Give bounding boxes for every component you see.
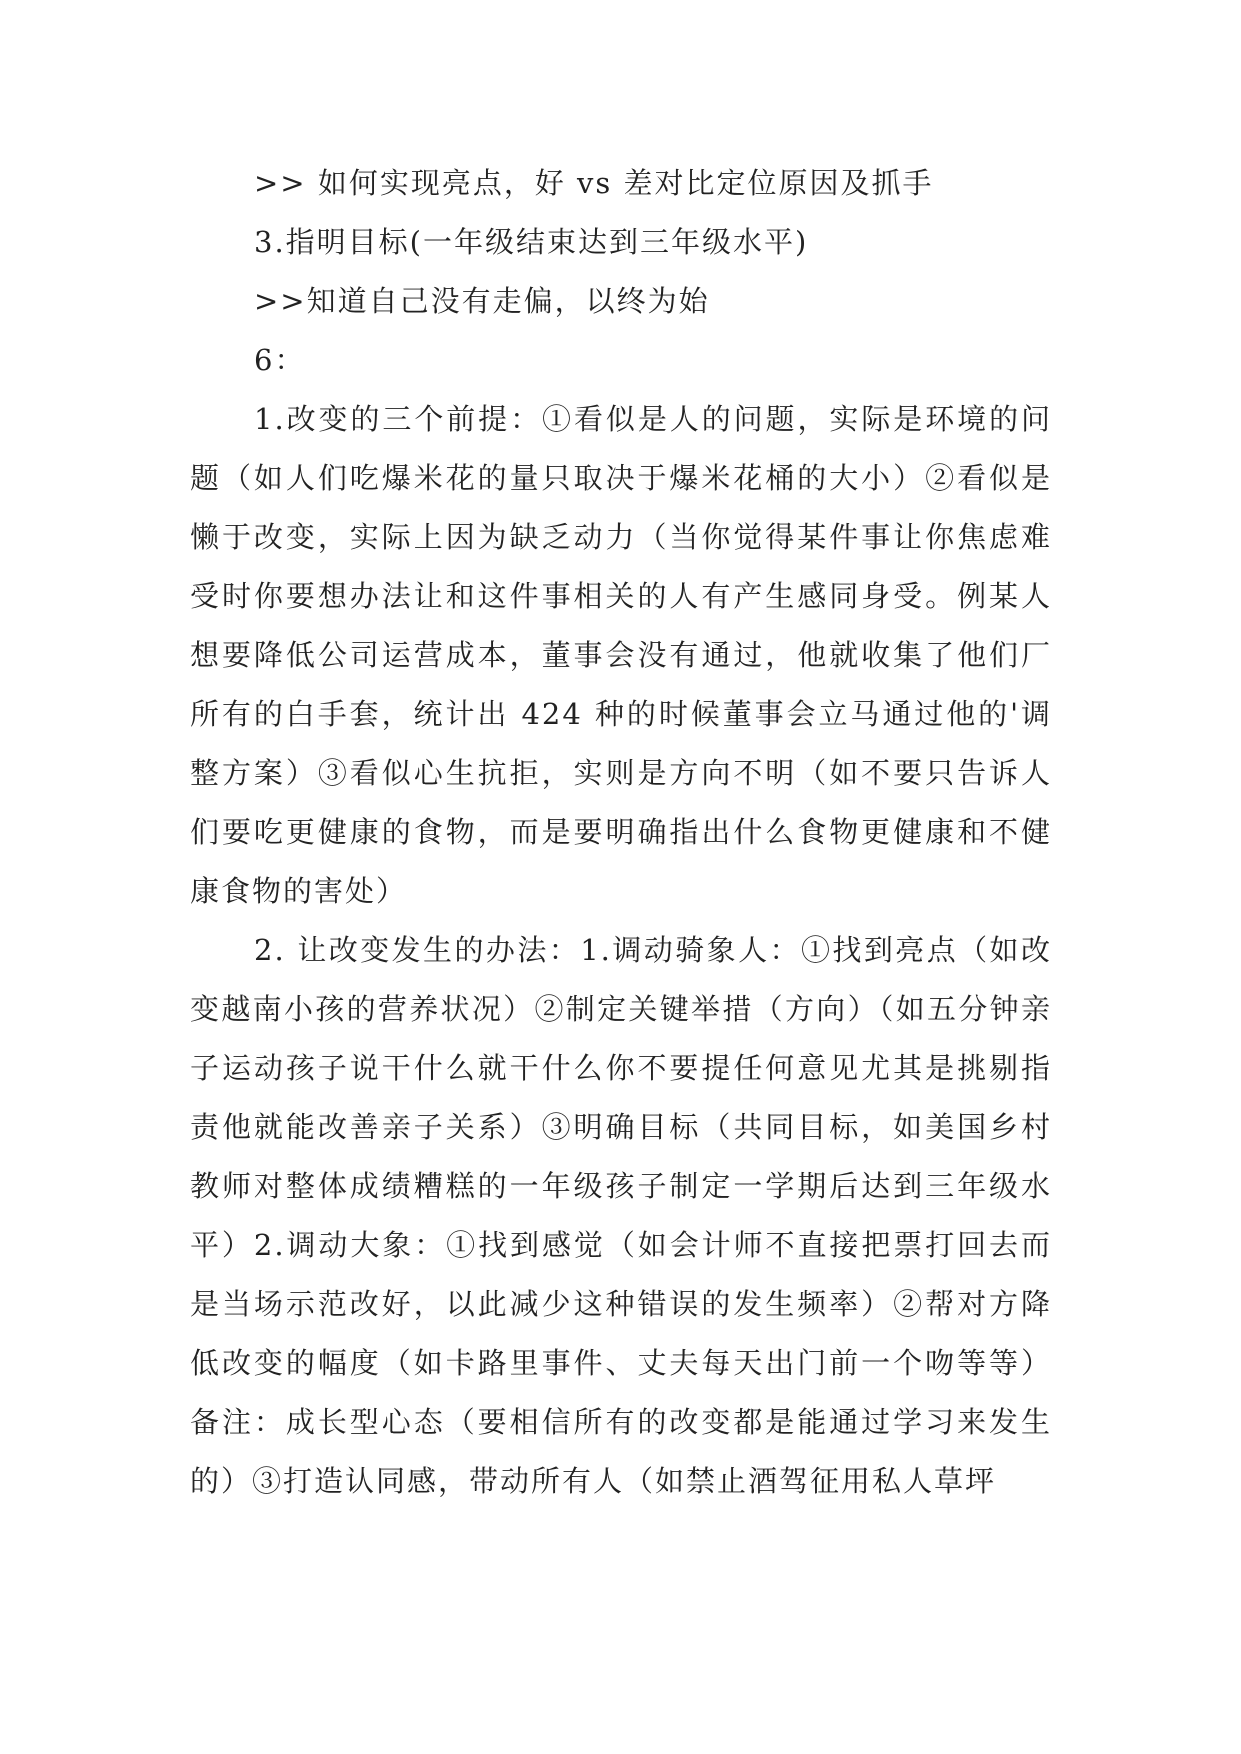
paragraph-highlight-method: >> 如何实现亮点，好 vs 差对比定位原因及抓手: [254, 166, 934, 200]
paragraph-change-methods: 2. 让改变发生的办法：1.调动骑象人：①找到亮点（如改变越南小孩的营养状况）②制定关键举措（方向）（如五分钟亲子运动孩子说干什么就干什么你不要提任何意见尤其是挑剔指责他就能改善亲子关系）③明确目标（共同目标，如美国乡村教师对整体成绩糟糕的一年级孩子制定一学期后达到三年级水平）2.调动大象：①找到感觉（如会计师不直接把票打回去而是当场示范改好，以此减少这种错误的发生频率）②帮对方降低改变的幅度（如卡路里事件、丈夫每天出门前一个吻等等）备注：成长型心态（要相信所有的改变都是能通过学习来发生的）③打造认同感，带动所有人（如禁止酒驾征用私人草坪: [190, 933, 1052, 1498]
paragraph-section-6: 6：: [254, 343, 306, 377]
paragraph-point-target: 3.指明目标(一年级结束达到三年级水平): [254, 225, 809, 259]
paragraph-three-premises: 1.改变的三个前提：①看似是人的问题，实际是环境的问题（如人们吃爆米花的量只取决于爆米花桶的大小）②看似是懒于改变，实际上因为缺乏动力（当你觉得某件事让你焦虑难受时你要想办法让和这件事相关的人有产生感同身受。例某人想要降低公司运营成本，董事会没有通过，他就收集了他们厂所有的白手套，统计出 424 种的时候董事会立马通过他的'调整方案）③看似心生抗拒，实则是方向不明（如不要只告诉人们要吃更健康的食物，而是要明确指出什么食物更健康和不健康食物的害处）: [190, 402, 1052, 908]
paragraph-begin-with-end: >>知道自己没有走偏，以终为始: [254, 284, 710, 318]
document-body: [190, 154, 1052, 1511]
